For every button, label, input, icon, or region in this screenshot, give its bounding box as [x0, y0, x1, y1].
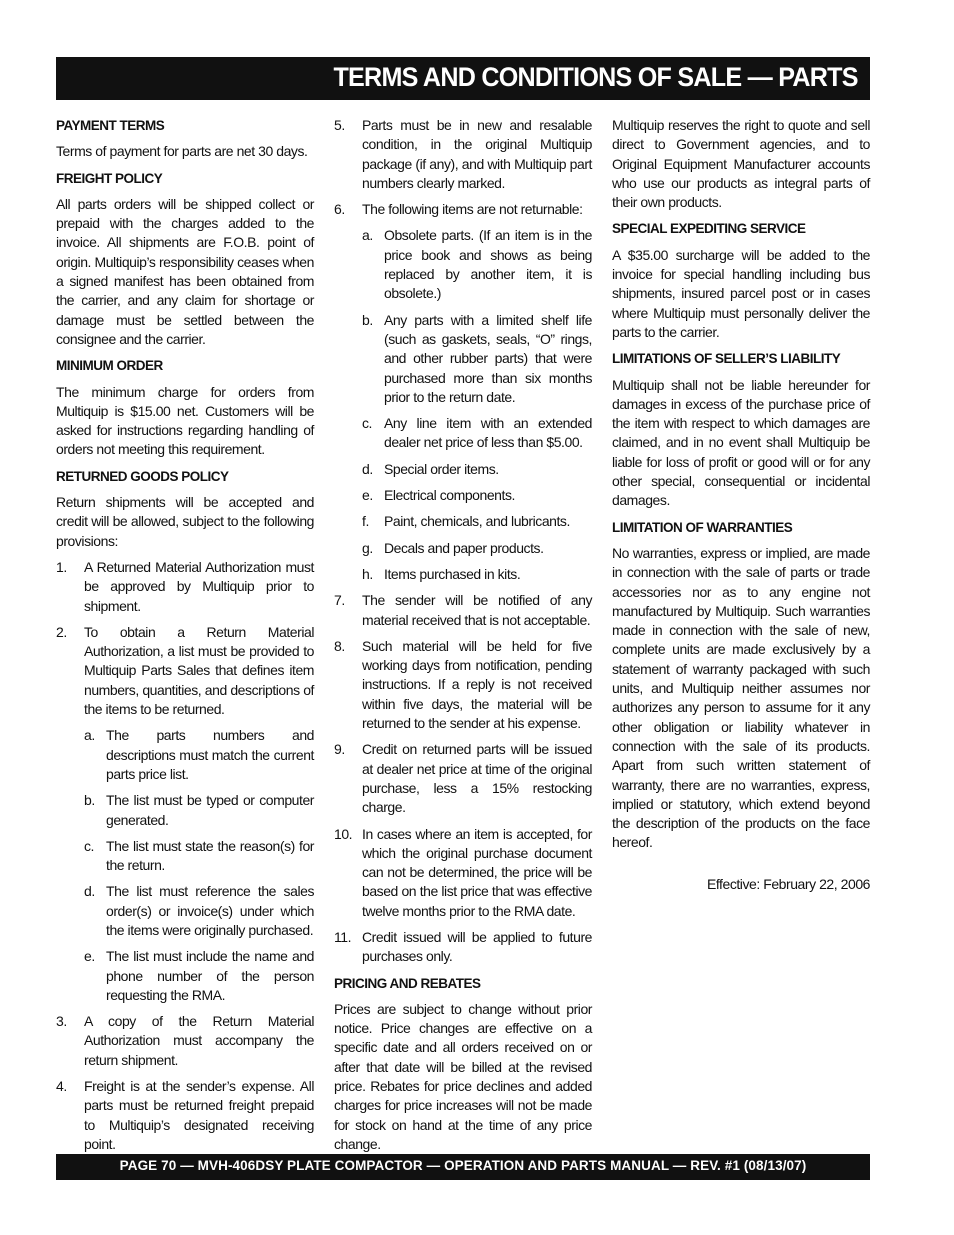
- list-letter: d.: [84, 883, 95, 900]
- list-item: [334, 637, 592, 733]
- list-number: 11.: [334, 928, 352, 945]
- list-text: Credit issued will be applied to future purchases only.: [362, 928, 592, 965]
- list-letter: d.: [362, 460, 373, 477]
- list-item: [334, 740, 592, 817]
- list-number: 8.: [334, 637, 345, 654]
- sub-list-item: [84, 947, 314, 1005]
- list-text: Obsolete parts. (If an item is in the price book and shows as being replaced by another item, it is obsolete.): [384, 227, 592, 302]
- list-text: Parts must be in new and resalable condition, in the original Multiquip package (if any), and with Multiquip part numbers clearly marked.: [362, 117, 592, 191]
- payment-terms-heading: PAYMENT TERMS: [56, 118, 165, 133]
- footer-text: PAGE 70 — MVH-406DSY PLATE COMPACTOR — OPERATION AND PARTS MANUAL — REV. #1 (08/13/07): [119, 1158, 807, 1173]
- sub-list-item: [362, 565, 592, 584]
- list-number: 4.: [56, 1078, 67, 1095]
- list-letter: c.: [362, 415, 372, 432]
- list-text: A copy of the Return Material Authorization must accompany the return shipment.: [84, 1013, 314, 1068]
- list-text: The following items are not returnable:: [362, 201, 583, 218]
- sub-list-item: [362, 539, 592, 558]
- list-item: [334, 591, 592, 630]
- list-letter: b.: [84, 792, 95, 809]
- list-item: [56, 558, 314, 616]
- special-expediting-heading: SPECIAL EXPEDITING SERVICE: [612, 221, 806, 237]
- list-text: The list must be typed or computer generated.: [106, 792, 314, 828]
- list-text: A Returned Material Authorization must be approved by Multiquip prior to shipment.: [84, 558, 314, 614]
- list-number: 2.: [56, 623, 67, 640]
- seller-liability-text: Multiquip shall not be liable hereunder for damages in excess of the purchase price of the item with respect to which damages are claimed, and in no event shall Multiquip be liable for loss of profit or good will or for any other special, consequential or incidental damages.: [612, 376, 870, 509]
- list-letter: a.: [84, 727, 95, 744]
- list-item: [334, 116, 592, 193]
- list-letter: h.: [362, 565, 373, 582]
- list-number: 9.: [334, 741, 345, 758]
- list-number: 6.: [334, 201, 345, 218]
- list-text: Decals and paper products.: [384, 539, 544, 556]
- list-item: [56, 1077, 314, 1154]
- minimum-order-heading: MINIMUM ORDER: [56, 358, 163, 374]
- list-text: Special order items.: [384, 460, 499, 477]
- warranties-text: No warranties, express or implied, are made in connection with the sale of parts or trade accessories nor as to any engine not manufactured by Multiquip. Such warranties made in connection with the sale of new, complete units are made exclusively by a statement of warranty packaged with such units, and Multiquip neither assumes nor authorizes any person to assume for it any other obligation or liability whatever in connection with the sale of its products. Apart from such written statement of warranty, there are no warranties, express, implied or statutory, which extend beyond the description of the products on the face hereof.: [612, 544, 870, 851]
- list-item: [56, 623, 314, 719]
- sub-list-item: [84, 726, 314, 784]
- sub-list-item: [84, 882, 314, 940]
- list-text: The list must state the reason(s) for the return.: [106, 837, 314, 874]
- column-2: [334, 116, 592, 1161]
- list-item: [334, 928, 592, 967]
- pricing-rebates-text-continued: Multiquip reserves the right to quote and sell direct to Government agencies, and to Original Equipment Manufacturer accounts who use our products as integral parts of their own products.: [612, 117, 870, 211]
- list-letter: e.: [84, 948, 95, 965]
- sub-list-item: [362, 460, 592, 479]
- list-text: Items purchased in kits.: [384, 565, 521, 582]
- list-letter: f.: [362, 513, 369, 530]
- minimum-order-text: The minimum charge for orders from Multiquip is $15.00 net. Customers will be asked for instructions regarding handling of orders not meeting this requirement.: [56, 383, 314, 458]
- pricing-rebates-heading: PRICING AND REBATES: [334, 975, 481, 991]
- sub-list-item: [362, 311, 592, 407]
- list-number: 10.: [334, 825, 353, 842]
- list-letter: b.: [362, 311, 373, 328]
- freight-policy-heading: FREIGHT POLICY: [56, 170, 163, 186]
- freight-policy-text: All parts orders will be shipped collect or prepaid with the charges added to the invoice. All shipments are F.O.B. point of origin. Multiquip’s responsibility ceases when a signed manifest has been obtained from the carrier, and any claim for shortage or damage must be settled between the consignee and the carrier.: [56, 195, 314, 347]
- list-letter: c.: [84, 837, 94, 854]
- list-item: [56, 1012, 314, 1070]
- returned-goods-intro: Return shipments will be accepted and credit will be allowed, subject to the following provisions:: [56, 494, 314, 549]
- list-text: Credit on returned parts will be issued at dealer net price at time of the original purchase, less a 15% restocking charge.: [362, 741, 592, 816]
- column-1: [56, 116, 314, 1161]
- list-text: Any line item with an extended dealer net price of less than $5.00.: [384, 415, 592, 451]
- payment-terms-text: Terms of payment for parts are net 30 days.: [56, 143, 308, 160]
- list-text: Paint, chemicals, and lubricants.: [384, 513, 570, 530]
- list-number: 7.: [334, 592, 345, 609]
- list-number: 3.: [56, 1013, 67, 1030]
- page-title: TERMS AND CONDITIONS OF SALE — PARTS: [333, 62, 858, 92]
- list-text: Any parts with a limited shelf life (such as gaskets, seals, “O” rings, and other rubber parts) that were purchased more than six months prior to the return date.: [384, 311, 592, 405]
- column-3: [612, 116, 870, 894]
- sub-list-item: [84, 791, 314, 830]
- list-item: [334, 825, 592, 921]
- list-text: The parts numbers and descriptions must match the current parts price list.: [106, 727, 314, 782]
- sub-list-item: [362, 486, 592, 505]
- list-letter: e.: [362, 487, 373, 504]
- warranties-heading: LIMITATION OF WARRANTIES: [612, 519, 793, 535]
- list-number: 5.: [334, 117, 345, 133]
- list-text: Freight is at the sender’s expense. All parts must be returned freight prepaid to Multiquip’s designated receiving point.: [84, 1078, 314, 1152]
- effective-date: Effective: February 22, 2006: [706, 875, 870, 892]
- list-text: Such material will be held for five working days from notification, pending instructions. If a reply is not received within five days, the material will be returned to the sender at his expense.: [362, 637, 592, 732]
- returned-goods-heading: RETURNED GOODS POLICY: [56, 468, 229, 484]
- sub-list-item: [362, 414, 592, 453]
- sub-list-item: [84, 837, 314, 876]
- list-item: [334, 200, 592, 219]
- seller-liability-heading: LIMITATIONS OF SELLER’S LIABILITY: [612, 351, 841, 367]
- special-expediting-text: A $35.00 surcharge will be added to the invoice for special handling including bus shipments, insured parcel post or in cases where Multiquip must personally deliver the parts to the carrier.: [612, 246, 870, 340]
- page-footer: [56, 1154, 870, 1180]
- list-number: 1.: [56, 558, 67, 575]
- sub-list-item: [362, 512, 592, 531]
- list-text: The list must include the name and phone number of the person requesting the RMA.: [106, 948, 314, 1003]
- list-text: In cases where an item is accepted, for which the original purchase document can not be determined, the price will be based on the list price that was effective twelve months prior to the RMA date.: [362, 825, 592, 919]
- list-letter: g.: [362, 539, 373, 556]
- sub-list-item: [362, 226, 592, 303]
- list-text: Electrical components.: [384, 487, 515, 504]
- pricing-rebates-text: Prices are subject to change without prior notice. Price changes are effective on a specific date and all orders received on or after that date will be billed at the revised price. Rebates for price declines and added charges for price increases will not be made for stock on hand at the time of any price change.: [334, 1000, 592, 1152]
- list-letter: a.: [362, 227, 373, 244]
- title-bar: [56, 57, 870, 100]
- list-text: To obtain a Return Material Authorization, a list must be provided to Multiquip Parts Sales that defines item numbers, quantities, and descriptions of the items to be returned.: [84, 623, 314, 718]
- list-text: The sender will be notified of any material received that is not acceptable.: [362, 592, 592, 628]
- list-text: The list must reference the sales order(s) or invoice(s) under which the items were originally purchased.: [106, 883, 314, 938]
